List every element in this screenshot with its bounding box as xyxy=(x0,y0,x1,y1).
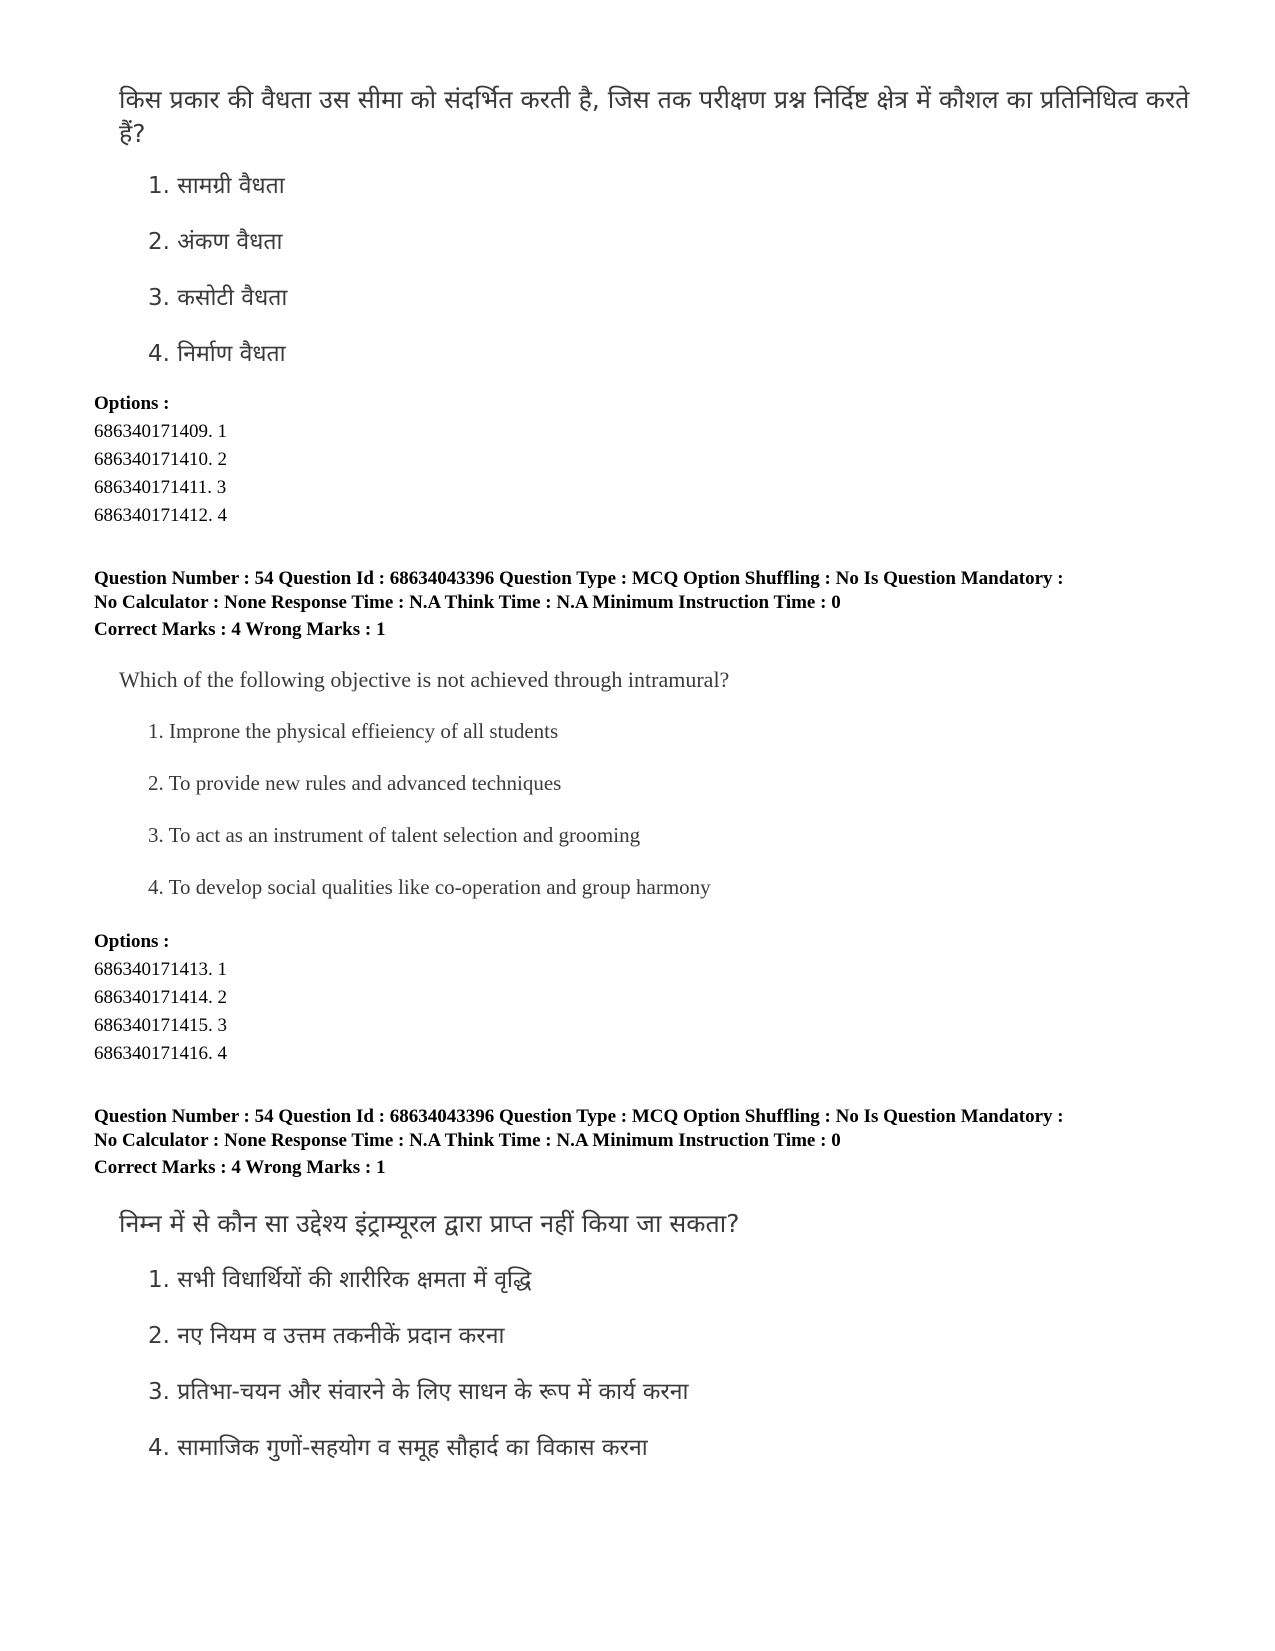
option-id-2: 686340171414. 2 xyxy=(94,987,227,1008)
choice-4: 4. To develop social qualities like co-operation and group harmony xyxy=(148,875,711,899)
choice-3: 3. कसोटी वैधता xyxy=(148,285,288,311)
marks-line: Correct Marks : 4 Wrong Marks : 1 xyxy=(94,619,386,640)
question-meta-line-2: No Calculator : None Response Time : N.A Think Time : N.A Minimum Instruction Time : 0 xyxy=(94,1130,841,1151)
question-line-2: हैं? xyxy=(119,119,146,148)
choice-1: 1. सभी विधार्थियों की शारीरिक क्षमता में वृद्धि xyxy=(148,1267,532,1293)
question-meta xyxy=(94,1105,1214,1153)
choice-2: 2. अंकण वैधता xyxy=(148,229,283,255)
option-id-1: 686340171409. 1 xyxy=(94,421,227,442)
choice-2: 2. नए नियम व उत्तम तकनीकें प्रदान करना xyxy=(148,1323,505,1349)
marks-line: Correct Marks : 4 Wrong Marks : 1 xyxy=(94,1157,386,1178)
choice-1: 1. Improne the physical effieiency of all students xyxy=(148,719,559,743)
options-label: Options : xyxy=(94,393,170,414)
question-text-hindi-1 xyxy=(119,83,1259,151)
question-text-english: Which of the following objective is not achieved through intramural? xyxy=(119,667,730,692)
option-id-3: 686340171411. 3 xyxy=(94,477,227,498)
choice-4: 4. निर्माण वैधता xyxy=(148,341,286,367)
option-id-4: 686340171412. 4 xyxy=(94,505,227,526)
option-id-2: 686340171410. 2 xyxy=(94,449,227,470)
question-meta xyxy=(94,567,1214,615)
question-line-1: किस प्रकार की वैधता उस सीमा को संदर्भित करती है, जिस तक परीक्षण प्रश्न निर्दिष्ट क्षेत्र में कौशल का प्रतिनिधित्व करते xyxy=(119,85,1190,114)
option-id-1: 686340171413. 1 xyxy=(94,959,227,980)
option-id-4: 686340171416. 4 xyxy=(94,1043,227,1064)
question-text-hindi-2: निम्न में से कौन सा उद्देश्य इंट्राम्यूरल द्वारा प्राप्त नहीं किया जा सकता? xyxy=(119,1209,740,1238)
options-label: Options : xyxy=(94,931,170,952)
choice-3: 3. प्रतिभा-चयन और संवारने के लिए साधन के रूप में कार्य करना xyxy=(148,1379,689,1405)
choice-2: 2. To provide new rules and advanced techniques xyxy=(148,771,562,795)
option-id-3: 686340171415. 3 xyxy=(94,1015,227,1036)
choice-3: 3. To act as an instrument of talent selection and grooming xyxy=(148,823,641,847)
question-meta-line-2: No Calculator : None Response Time : N.A Think Time : N.A Minimum Instruction Time : 0 xyxy=(94,592,841,613)
choice-4: 4. सामाजिक गुणों-सहयोग व समूह सौहार्द का विकास करना xyxy=(148,1435,648,1461)
question-meta-line-1: Question Number : 54 Question Id : 68634043396 Question Type : MCQ Option Shuffling : No Is Question Mandatory : xyxy=(94,568,1064,589)
choice-1: 1. सामग्री वैधता xyxy=(148,173,285,199)
question-meta-line-1: Question Number : 54 Question Id : 68634043396 Question Type : MCQ Option Shuffling : No Is Question Mandatory : xyxy=(94,1106,1064,1127)
